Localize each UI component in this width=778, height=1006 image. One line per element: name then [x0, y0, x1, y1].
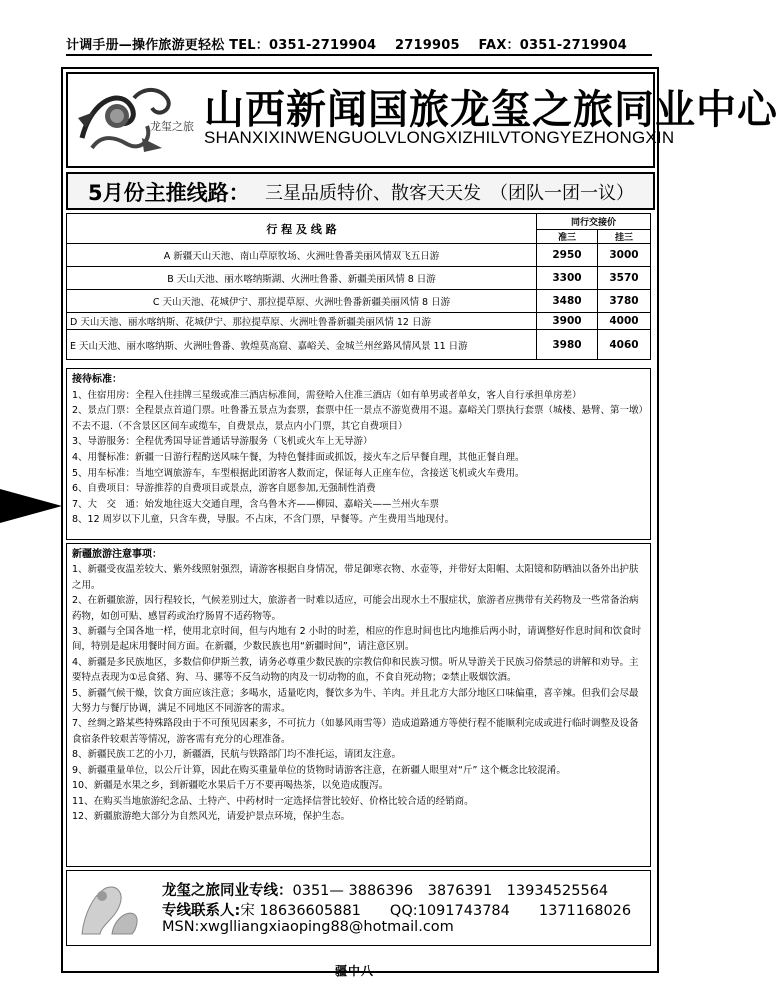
standard-item: 3、导游服务：全程优秀国导证普通话导游服务（飞机或火车上无导游）: [72, 436, 373, 448]
header-price: 同行交接价: [537, 214, 651, 230]
routes-table: [66, 213, 651, 360]
price-b: 3570: [598, 267, 651, 290]
notes-title: 新疆旅游注意事项：: [72, 549, 162, 560]
price-a: 2950: [537, 244, 598, 267]
promo-sub: 三星品质特价、散客天天发 （团队一团一议）: [265, 183, 634, 204]
price-a: 3300: [537, 267, 598, 290]
hotline-label: 龙玺之旅同业专线：: [162, 883, 293, 899]
note-item: 11、在购买当地旅游纪念品、土特产、中药材时一定选择信誉比较好、价格比较合适的经销商。: [72, 795, 474, 807]
note-item: 8、新疆民族工艺的小刀，新疆酒，民航与铁路部门均不准托运，请团友注意。: [72, 749, 402, 761]
route-name: C 天山天池、花城伊宁、那拉提草原、火洲吐鲁番新疆美丽风情 8 日游: [67, 290, 537, 313]
route-name: E 天山天池、丽水喀纳斯、火洲吐鲁番、敦煌莫高窟、嘉峪关、金城兰州丝路风情风景 11 日游: [67, 330, 537, 360]
tel-number-2: 2719905: [395, 38, 460, 53]
price-a: 3480: [537, 290, 598, 313]
arrow-tab-icon: [0, 489, 62, 523]
header-route: 行 程 及 线 路: [67, 214, 537, 244]
company-title: 山西新闻国旅龙玺之旅同业中心: [204, 86, 778, 133]
logo-text: 龙玺之旅: [150, 120, 194, 133]
note-item: 2、在新疆旅游，因行程较长，气候差别过大，旅游者一时难以适应，可能会出现水土不服症状，旅游者应携带有关药物及一些常备治病药物，如创可贴、感冒药或治疗肠胃不适药物等。: [72, 595, 639, 622]
note-item: 3、新疆与全国各地一样，使用北京时间，但与内地有 2 小时的时差，相应的作息时间也比内地推后两小时，请调整好作息时间和饮食时间，特别是起床用餐时间方面。在新疆，少数民族也用“新疆时间”，请注意区别。: [72, 626, 642, 653]
route-name: D 天山天池、丽水喀纳斯、花城伊宁、那拉提草原、火洲吐鲁番新疆美丽风情 12 日游: [67, 313, 537, 330]
price-b: 4060: [598, 330, 651, 360]
msn-line: MSN:xwglliangxiaoping88@hotmail.com: [162, 919, 454, 935]
table-row: [67, 290, 651, 313]
tel-label: TEL：: [229, 38, 269, 53]
table-row: [67, 313, 651, 330]
slogan: 计调手册—操作旅游更轻松: [66, 38, 225, 53]
tel-number-1: 0351-2719904: [268, 38, 377, 53]
fax-label: FAX：: [478, 38, 520, 53]
table-row: [67, 244, 651, 267]
standard-item: 2、景点门票：全程景点首道门票。吐鲁番五景点为套票，套票中任一景点不游览费用不退。嘉峪关门票执行套票（城楼、悬臂、第一墩）不去不退.（不含景区区间车或缆车，自费景点，景点内小门票，其它自费项目）: [72, 405, 644, 432]
note-item: 12、新疆旅游绝大部分为自然风光，请爱护景点环境，保护生态。: [72, 810, 351, 822]
person-label: 专线联系人:: [162, 903, 241, 919]
header-col-a: 准三: [537, 230, 598, 244]
person-details: 宋 18636605881 QQ:1091743784 1371168026: [240, 903, 632, 919]
standard-item: 6、自费项目：导游推荐的自费项目或景点，游客自愿参加,无强制性消费: [72, 483, 376, 495]
fax-number: 0351-2719904: [519, 38, 628, 53]
header-col-b: 挂三: [598, 230, 651, 244]
note-item: 9、新疆重量单位，以公斤计算，因此在购买重量单位的货物时请游客注意，在新疆人眼里对“斤” 这个概念比较混淆。: [72, 764, 566, 776]
company-title-pinyin: SHANXIXINWENGUOLVLONGXIZHILVTONGYEZHONGXIN: [204, 128, 675, 147]
standard-item: 5、用车标准：当地空调旅游车，车型根据此团游客人数而定，保证每人正座车位，含接送飞机或火车费用。: [72, 467, 525, 479]
table-row: [67, 330, 651, 360]
standard-item: 8、12 周岁以下儿童，只含车费，导服。不占床，不含门票，早餐等。产生费用当地现付。: [72, 514, 455, 526]
table-row: [67, 267, 651, 290]
note-item: 4、新疆是多民族地区，多数信仰伊斯兰教，请务必尊重少数民族的宗教信仰和民族习惯。听从导游关于民族习俗禁忌的讲解和劝导。主要特点表现为①忌食猪、狗、马、骡等不反刍动物的肉及一切动物的血，不食自死动物；②禁止吸烟饮酒。: [72, 656, 639, 684]
standard-item: 4、用餐标准：新疆一日游行程酌送风味午餐，为特色餐排面或抓饭，接火车之后早餐自理，其他正餐自理。: [72, 451, 525, 463]
hotline-line: [162, 879, 608, 900]
note-item: 5、新疆气候干燥，饮食方面应该注意；多喝水，适量吃肉，餐饮多为牛、羊肉。并且北方大部分地区口味偏重，喜辛辣。但我们会尽最大努力与餐厅协调，满足不同地区不同游客的需求。: [72, 687, 639, 715]
note-item: 7、丝绸之路某些特殊路段由于不可预见因素多，不可抗力（如暴风雨雪等）造成道路通方等使行程不能顺利完成或进行临时调整及设备食宿条件较艰苦等情况，游客需有充分的心理准备。: [72, 718, 639, 745]
route-name: B 天山天池、丽水喀纳斯湖、火洲吐鲁番、新疆美丽风情 8 日游: [67, 267, 537, 290]
standards-section: [72, 372, 648, 528]
promo-main: 5月份主推线路：: [88, 181, 250, 205]
standard-item: 1、住宿用房：全程入住挂牌三星级或准三酒店标准间，需登哈入住准三酒店（如有单男或者单女，客人自行承担单房差）: [72, 389, 582, 401]
contact-person-line: [162, 899, 631, 920]
standard-item: 7、大 交 通：始发地往返大交通自理，含乌鲁木齐——柳园、嘉峪关——兰州火车票: [72, 498, 440, 510]
page-number: 疆中八: [335, 964, 375, 978]
price-b: 3780: [598, 290, 651, 313]
notes-section: [72, 547, 648, 824]
price-b: 4000: [598, 313, 651, 330]
route-name: A 新疆天山天池、南山草原牧场、火洲吐鲁番美丽风情双飞五日游: [67, 244, 537, 267]
price-b: 3000: [598, 244, 651, 267]
price-a: 3980: [537, 330, 598, 360]
scenery-photo-icon: [72, 874, 146, 940]
note-item: 1、新疆受夜温差较大、紫外线照射强烈，请游客根据自身情况，带足御寒衣物、水壶等，并带好太阳帽、太阳镜和防晒油以备外出护肤之用。: [72, 564, 639, 591]
note-item: 10、新疆是水果之乡，到新疆吃水果后千万不要再喝热茶，以免造成腹泻。: [72, 780, 389, 792]
standards-title: 接待标准：: [72, 374, 122, 385]
price-a: 3900: [537, 313, 598, 330]
hotline-numbers: 0351— 3886396 3876391 13934525564: [292, 883, 609, 899]
top-contact-bar: [66, 34, 652, 56]
